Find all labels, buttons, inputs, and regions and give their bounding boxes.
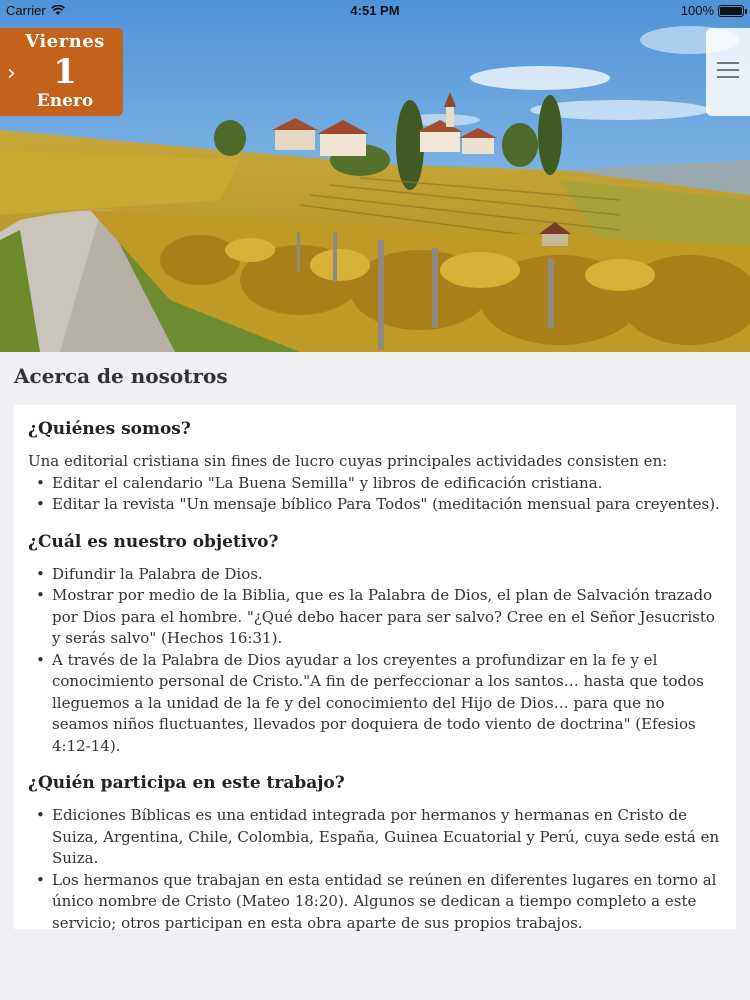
list-item: • Difundir la Palabra de Dios. — [28, 564, 722, 586]
section-heading-participants: ¿Quién participa en este trabajo? — [28, 773, 345, 793]
list-participants — [28, 805, 722, 934]
section-intro: Una editorial cristiana sin fines de lucro cuyas principales actividades consisten en: — [28, 452, 668, 470]
list-who — [28, 473, 722, 516]
list-goal — [28, 564, 722, 758]
about-card — [14, 405, 736, 932]
battery-percent: 100% — [680, 3, 714, 18]
status-right — [681, 3, 744, 18]
list-item: • A través de la Palabra de Dios ayudar a los creyentes a profundizar en la fe y el conocimiento personal de Cristo."A fin de perfeccionar a los santos… hasta que todos lleguemos a la unidad de la fe y del conocimiento del Hijo de Dios… para que no seamos niños fluctuantes, llevados por doquiera de todo viento de doctrina" (Efesios 4:12-14). — [28, 650, 722, 758]
list-item: • Editar la revista "Un mensaje bíblico Para Todos" (meditación mensual para creyentes). — [28, 494, 722, 516]
section-heading-goal: ¿Cuál es nuestro objetivo? — [28, 531, 279, 552]
section-heading-who: ¿Quiénes somos? — [28, 419, 191, 439]
menu-button[interactable] — [706, 28, 750, 116]
date-weekday: Viernes — [25, 31, 105, 52]
chevron-right-icon: › — [7, 61, 16, 86]
list-item: • Editar el calendario "La Buena Semilla" y libros de edificación cristiana. — [28, 473, 722, 495]
battery-icon — [718, 5, 744, 17]
date-month: Enero — [36, 91, 94, 111]
carrier-label: Carrier — [6, 3, 46, 18]
list-item: • Los hermanos que trabajan en esta entidad se reúnen en diferentes lugares en torno al único nombre de Cristo (Mateo 18:20). Algunos se dedican a tiempo completo a este servicio; otros participan en esta obra aparte de sus propios trabajos. — [28, 870, 722, 935]
status-bar — [0, 0, 750, 20]
date-badge[interactable] — [0, 28, 123, 116]
status-time: 4:51 PM — [350, 3, 400, 18]
list-item: • Mostrar por medio de la Biblia, que es la Palabra de Dios, el plan de Salvación trazado por Dios para el hombre. "¿Qué debo hacer para ser salvo? Cree en el Señor Jesucristo y serás salvo" (Hechos 16:31). — [28, 585, 722, 650]
list-item: • Ediciones Bíblicas es una entidad integrada por hermanos y hermanas en Cristo de Suiza, Argentina, Chile, Colombia, España, Guinea Ecuatorial y Perú, cuya sede está en Suiza. — [28, 805, 722, 870]
page-title: Acerca de nosotros — [14, 364, 228, 388]
date-day: 1 — [53, 52, 77, 92]
